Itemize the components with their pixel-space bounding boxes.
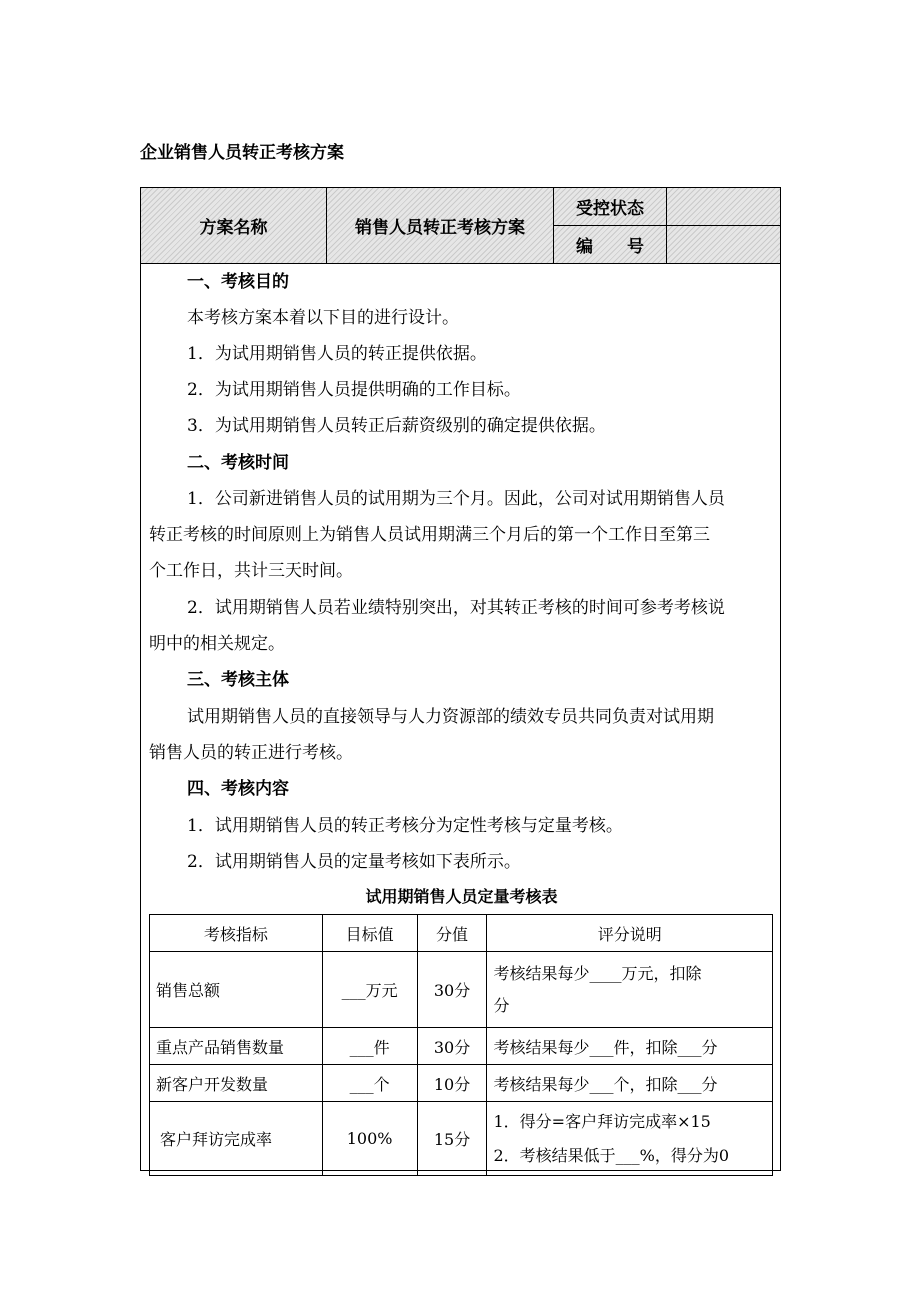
control-status-value-cell <box>667 188 780 225</box>
target-cell: ___万元 <box>322 952 417 1028</box>
target-cell: ___个 <box>322 1065 417 1102</box>
column-header: 目标值 <box>322 915 417 952</box>
table-row <box>150 952 773 1028</box>
section2-heading: 二、考核时间 <box>187 453 289 473</box>
plan-name-value-cell <box>327 188 554 263</box>
section1-item: 3．为试用期销售人员转正后薪资级别的确定提供依据。 <box>187 416 606 436</box>
indicator-cell: 客户拜访完成率 <box>150 1102 323 1176</box>
column-header: 评分说明 <box>487 915 773 952</box>
indicator-cell: 销售总额 <box>150 952 323 1028</box>
description-line: 分 <box>493 995 510 1015</box>
plan-name-label-cell <box>141 188 327 263</box>
section1-item: 1．为试用期销售人员的转正提供依据。 <box>187 344 487 364</box>
column-header: 分值 <box>417 915 487 952</box>
description-cell <box>487 1102 773 1176</box>
indicator-cell: 新客户开发数量 <box>150 1065 323 1102</box>
control-status-label: 受控状态 <box>576 199 644 219</box>
plan-name-label: 方案名称 <box>199 218 268 238</box>
section2-paragraph-line: 个工作日，共计三天时间。 <box>149 561 353 581</box>
table-row <box>150 1065 773 1102</box>
section4-heading: 四、考核内容 <box>187 779 289 799</box>
document-title: 企业销售人员转正考核方案 <box>140 143 344 163</box>
section2-paragraph-line: 1．公司新进销售人员的试用期为三个月。因此，公司对试用期销售人员 <box>187 489 725 509</box>
description-cell: 考核结果每少___个，扣除___分 <box>487 1065 773 1102</box>
description-line: 2．考核结果低于___%，得分为0 <box>493 1145 730 1165</box>
section2-paragraph-line: 2．试用期销售人员若业绩特别突出，对其转正考核的时间可参考考核说 <box>187 598 725 618</box>
section4-item: 1．试用期销售人员的转正考核分为定性考核与定量考核。 <box>187 816 623 836</box>
score-cell: 15分 <box>417 1102 487 1176</box>
header-mid-divider <box>554 225 780 226</box>
score-cell: 30分 <box>417 952 487 1028</box>
section2-paragraph-line: 明中的相关规定。 <box>149 634 285 654</box>
column-header: 考核指标 <box>150 915 323 952</box>
description-line: 1．得分=客户拜访完成率×15 <box>493 1111 711 1131</box>
description-line: 考核结果每少____万元，扣除 <box>493 963 702 983</box>
table-row <box>150 1028 773 1065</box>
description-cell <box>487 952 773 1028</box>
section3-paragraph-line: 试用期销售人员的直接领导与人力资源部的绩效专员共同负责对试用期 <box>187 707 714 727</box>
section3-paragraph-line: 销售人员的转正进行考核。 <box>149 743 353 763</box>
control-status-label-cell <box>554 188 667 225</box>
target-cell: 100% <box>322 1102 417 1176</box>
document-frame <box>140 187 781 1171</box>
section2-paragraph-line: 转正考核的时间原则上为销售人员试用期满三个月后的第一个工作日至第三 <box>149 525 710 545</box>
section3-heading: 三、考核主体 <box>187 670 289 690</box>
section4-item: 2．试用期销售人员的定量考核如下表所示。 <box>187 852 521 872</box>
score-cell: 30分 <box>417 1028 487 1065</box>
section1-heading: 一、考核目的 <box>187 272 289 292</box>
indicator-cell: 重点产品销售数量 <box>150 1028 323 1065</box>
number-label-cell <box>554 225 667 263</box>
kpi-table-caption: 试用期销售人员定量考核表 <box>365 887 558 906</box>
score-cell: 10分 <box>417 1065 487 1102</box>
kpi-table-header-row <box>150 915 773 952</box>
plan-name-value: 销售人员转正考核方案 <box>355 218 525 238</box>
target-cell: ___件 <box>322 1028 417 1065</box>
number-value-cell <box>667 225 780 263</box>
section1-intro: 本考核方案本着以下目的进行设计。 <box>187 308 459 328</box>
section1-item: 2．为试用期销售人员提供明确的工作目标。 <box>187 380 521 400</box>
table-row <box>150 1102 773 1176</box>
number-label: 编 号 <box>576 236 644 257</box>
description-cell: 考核结果每少___件，扣除___分 <box>487 1028 773 1065</box>
kpi-table <box>149 914 773 1176</box>
